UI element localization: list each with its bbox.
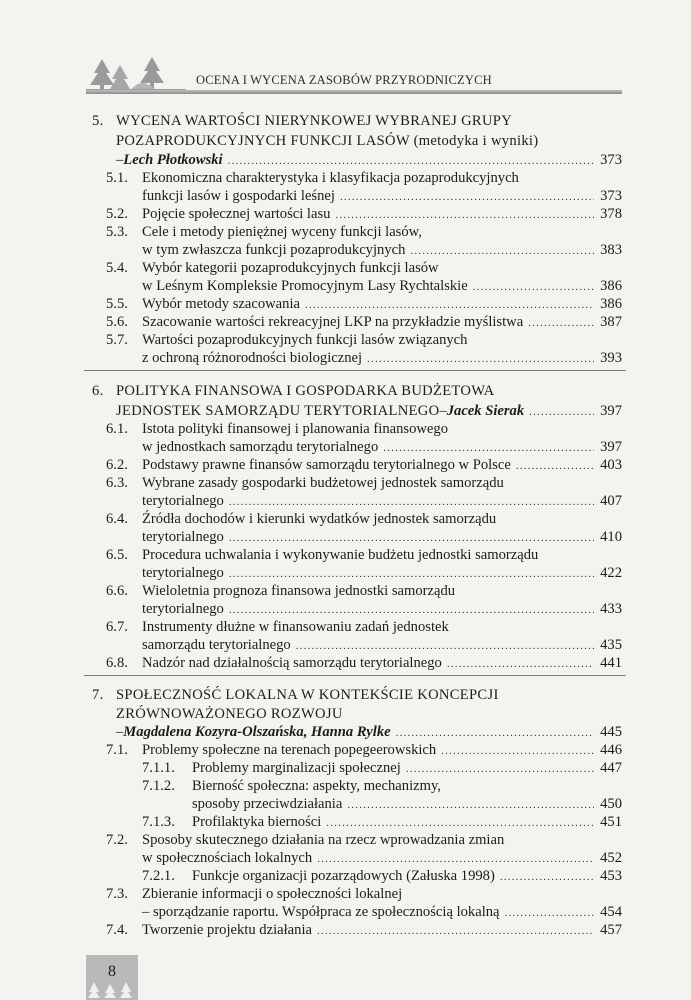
section-number: 6.	[92, 383, 104, 399]
toc-entry[interactable]: 6.3. Wybrane zasady gospodarki budżetowej jednostek samorządu	[106, 475, 504, 491]
page-number: 373	[600, 152, 622, 168]
section-number: 5.	[92, 113, 104, 129]
toc-entry[interactable]: JEDNOSTEK SAMORZĄDU TERYTORIALNEGO – Jacek Sierak ..... 397	[116, 402, 622, 421]
toc-entry-cont[interactable]: w Leśnym Kompleksie Promocyjnym Lasy Rychtalskie ..... 386	[142, 277, 622, 296]
toc-entry[interactable]: 5.5. Wybór metody szacowania ..... 386	[106, 295, 622, 314]
section-title: JEDNOSTEK SAMORZĄDU TERYTORIALNEGO	[116, 403, 440, 419]
dot-leader	[473, 278, 594, 296]
dot-leader	[229, 565, 594, 583]
dot-leader	[528, 314, 594, 332]
page-number: 397	[600, 403, 622, 419]
dot-leader	[347, 796, 594, 814]
toc-entry[interactable]: 5.7. Wartości pozaprodukcyjnych funkcji lasów związanych	[106, 332, 468, 348]
dot-leader	[305, 296, 594, 314]
toc-entry-cont[interactable]: samorządu terytorialnego ..... 435	[142, 636, 622, 655]
dot-leader	[326, 814, 594, 832]
toc-entry[interactable]: 5.4. Wybór kategorii pozaprodukcyjnych funkcji lasów	[106, 260, 439, 276]
dot-leader	[441, 742, 594, 760]
toc-entry[interactable]: 6.5. Procedura uchwalania i wykonywanie budżetu jednostki samorządu	[106, 547, 539, 563]
dot-leader	[383, 439, 594, 457]
toc-entry[interactable]: 7.1.1. Problemy marginalizacji społecznej ..... 447	[142, 759, 622, 778]
toc-entry[interactable]: 7.4. Tworzenie projektu działania ..... 457	[106, 921, 622, 940]
toc-entry[interactable]: 6.7. Instrumenty dłużne w finansowaniu zadań jednostek	[106, 619, 449, 635]
dot-leader	[367, 350, 594, 368]
dot-leader	[229, 493, 594, 511]
dot-leader	[335, 206, 594, 224]
toc-entry[interactable]: 7.2.1. Funkcje organizacji pozarządowych (Załuska 1998) ..... 453	[142, 867, 622, 886]
dot-leader	[228, 152, 594, 170]
toc-entry-cont[interactable]: z ochroną różnorodności biologicznej ..... 393	[142, 349, 622, 368]
dot-leader	[529, 403, 594, 421]
toc-entry-cont[interactable]: w tym zwłaszcza funkcji pozaprodukcyjnych ..... 383	[142, 241, 622, 260]
toc-entry-cont[interactable]: w jednostkach samorządu terytorialnego ..... 397	[142, 438, 622, 457]
toc-entry-cont[interactable]: terytorialnego ..... 410	[142, 528, 622, 547]
dot-leader	[505, 904, 594, 922]
dot-leader	[410, 242, 594, 260]
page-number: 445	[600, 724, 622, 740]
toc-entry[interactable]: 6.6. Wieloletnia prognoza finansowa jednostki samorządu	[106, 583, 456, 599]
toc-entry-cont[interactable]: terytorialnego ..... 433	[142, 600, 622, 619]
section-author: Jacek Sierak	[446, 403, 525, 419]
section-divider	[84, 675, 626, 676]
toc-entry[interactable]: 7.3. Zbieranie informacji o społeczności lokalnej	[106, 886, 403, 902]
section-title: POZAPRODUKCYJNYCH FUNKCJI LASÓW (metodyka i wyniki)	[116, 133, 539, 149]
dot-leader	[296, 637, 594, 655]
dot-leader	[317, 922, 594, 940]
dot-leader	[229, 529, 594, 547]
section-heading	[92, 382, 495, 400]
toc-entry-cont[interactable]: – sporządzanie raportu. Współpraca ze społecznością lokalną ..... 454	[142, 903, 622, 922]
toc-entry[interactable]: 5.2. Pojęcie społecznej wartości lasu ..... 378	[106, 205, 622, 224]
toc-entry[interactable]: 6.4. Źródła dochodów i kierunki wydatków jednostek samorządu	[106, 511, 497, 527]
section-title: ZRÓWNOWAŻONEGO ROZWOJU	[116, 706, 343, 722]
section-heading-line	[116, 132, 538, 150]
running-header: OCENA I WYCENA ZASOBÓW PRZYRODNICZYCH	[196, 73, 492, 87]
section-title: SPOŁECZNOŚĆ LOKALNA W KONTEKŚCIE KONCEPCJI	[116, 687, 499, 703]
toc-entry[interactable]: 7.2. Sposoby skutecznego działania na rzecz wprowadzania zmian	[106, 832, 505, 848]
toc-entry[interactable]: 5.3. Cele i metody pieniężnej wyceny funkcji lasów,	[106, 224, 422, 240]
header-rule	[86, 90, 622, 94]
dot-leader	[396, 724, 594, 742]
toc-entry[interactable]: 7.1. Problemy społeczne na terenach popegeerowskich ..... 446	[106, 741, 622, 760]
section-title: POLITYKA FINANSOWA I GOSPODARKA BUDŻETOWA	[116, 383, 495, 399]
dot-leader	[447, 655, 594, 673]
section-heading-line	[116, 705, 343, 723]
section-divider	[84, 370, 626, 371]
toc-entry[interactable]: 5.6. Szacowanie wartości rekreacyjnej LKP na przykładzie myślistwa ..... 387	[106, 313, 622, 332]
toc-entry-cont[interactable]: funkcji lasów i gospodarki leśnej ..... 373	[142, 187, 622, 206]
dot-leader	[229, 601, 594, 619]
section-heading	[92, 112, 512, 130]
toc-entry[interactable]: 6.1. Istota polityki finansowej i planowania finansowego	[106, 421, 448, 437]
toc-entry[interactable]: – Magdalena Kozyra-Olszańska, Hanna Rylke ..... 445	[116, 723, 622, 742]
section-author: Magdalena Kozyra-Olszańska, Hanna Rylke	[123, 724, 391, 740]
section-author: Lech Płotkowski	[123, 152, 223, 168]
toc-entry[interactable]: 5.1. Ekonomiczna charakterystyka i klasyfikacja pozaprodukcyjnych	[106, 170, 519, 186]
toc-entry[interactable]: 7.1.2. Bierność społeczna: aspekty, mechanizmy,	[142, 778, 441, 794]
toc-entry-cont[interactable]: sposoby przeciwdziałania ..... 450	[192, 795, 622, 814]
toc-entry[interactable]: 6.2. Podstawy prawne finansów samorządu terytorialnego w Polsce ..... 403	[106, 456, 622, 475]
dot-leader	[500, 868, 594, 886]
dot-leader	[406, 760, 594, 778]
toc-entry-cont[interactable]: w społecznościach lokalnych ..... 452	[142, 849, 622, 868]
page-number-label: 8	[108, 963, 116, 980]
toc-entry-cont[interactable]: terytorialnego ..... 422	[142, 564, 622, 583]
dot-leader	[516, 457, 594, 475]
dot-leader	[340, 188, 594, 206]
toc-entry-cont[interactable]: terytorialnego ..... 407	[142, 492, 622, 511]
dot-leader	[317, 850, 594, 868]
forest-trees-icon	[86, 980, 138, 1000]
toc-entry[interactable]: 6.8. Nadzór nad działalnością samorządu terytorialnego ..... 441	[106, 654, 622, 673]
section-number: 7.	[92, 687, 104, 703]
toc-entry[interactable]: – Lech Płotkowski ..... 373	[116, 151, 622, 170]
section-heading	[92, 686, 499, 704]
toc-entry[interactable]: 7.1.3. Profilaktyka bierności ..... 451	[142, 813, 622, 832]
section-title: WYCENA WARTOŚCI NIERYNKOWEJ WYBRANEJ GRUPY	[116, 113, 513, 129]
page-number-box	[86, 955, 138, 1000]
